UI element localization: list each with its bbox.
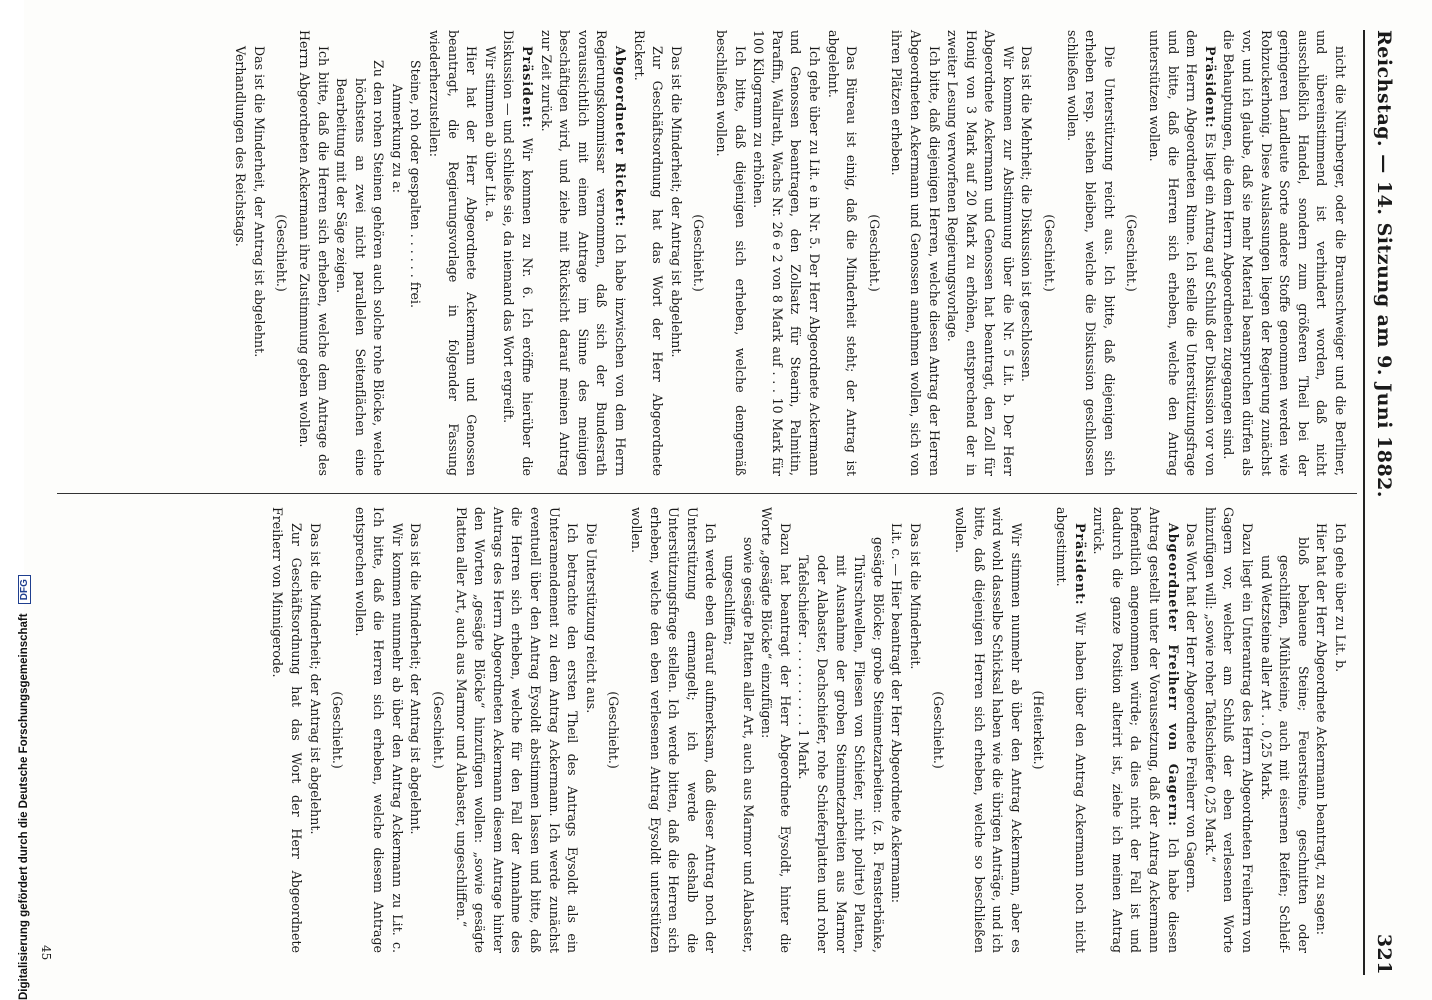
paragraph-text: Dazu hat beantragt der Herr Abgeordnete Eysoldt, hinter die Worte „gesägte Blöcke“ einzufügen: [759,507,793,953]
paragraph-text: (Geschieht.) [866,214,882,292]
paragraph [268,507,305,953]
paragraph-text: Wir haben über den Antrag Ackermann noch nicht abgestimmt. [1054,507,1088,953]
paragraph-text: nicht die Nürnberger, oder die Braunschweiger und die Berliner, und übereinstimmend ist verhindert worden, daß nicht ausschließlich Handel, sondern zum größeren Theil bei der geringeren Landleute Sorte andere Stoffe genommen werden wie Rohzuckerhonig. Diese Auslassungen liegen der Regierung zunächst vor, und ich glaube, daß sie mehr Material beanspruchen dürfen als die Behauptungen, die dem Herrn Abgeordneten zugegangen sind. [1221,30,1348,476]
paragraph [425,30,481,476]
paragraph [749,30,823,476]
speaker-name: Abgeordneter Freiherr von Gagern: [1165,523,1181,827]
speaker-name: Präsident: [1202,46,1218,129]
paragraph-text: Verhandlungen des Reichstags. [233,46,249,247]
paragraph [406,507,425,953]
paragraph [1089,507,1182,953]
paragraph [1052,507,1089,953]
paragraph-text: (Geschieht.) [431,691,447,769]
paragraph-text: (Geschieht.) [330,691,346,769]
tariff-note [387,30,406,476]
stage-direction [928,507,947,953]
paragraph [757,507,794,953]
paragraph [231,30,250,476]
tariff-item [1256,507,1312,953]
paragraph [823,30,860,476]
paragraph [1017,30,1036,476]
paragraph-text: (Heiterkeit.) [1031,690,1047,770]
paragraph-text: Lit. c. — Hier beantragt der Herr Abgeordnete Ackermann: [889,523,905,904]
paragraph-text: Zur Geschäftsordnung hat das Wort der Herr Abgeordnete Freiherr von Minnigerode. [270,507,304,953]
paragraph-text: Es liegt ein Antrag auf Schluß der Diskussion vor von dem Herrn Abgeordneten Rinne. Ich stelle die Unterstützungsfrage und bitte, daß die Herren sich erheben, welche den Antrag unterstützen wollen. [1147,30,1218,476]
paragraph [451,507,581,953]
paragraph-text: Wir kommen zur Abstimmung über die Nr. 5 Lit. b. Der Herr Abgeordnete Ackermann und Genossen hat beantragt, den Zoll für Honig von 3 Mark auf 20 Mark zu erhöhen, entsprechend der in zweiter Lesung verworfenen Regierungsvorlage. [945,30,1016,476]
paragraph [1200,507,1256,953]
paragraph [951,507,1025,953]
paragraph-text: Das ist die Minderheit; der Antrag ist abgelehnt. [307,523,323,835]
paragraph-text: Hier hat der Herr Abgeordnete Ackermann beantragt, zu sagen: [1314,523,1330,935]
paragraph [1312,507,1331,953]
paragraph [536,30,629,476]
paragraph-text: Wir kommen zu Nr. 6. Ich eröffne hierüber die Diskussion — und schließe sie, da niemand das Wort ergreift. [501,30,536,476]
dfg-logo-icon: DFG [18,575,31,604]
paragraph-text: Ich habe diesen Antrag gestellt unter der Voraussetzung, daß der Antrag Ackermann hoffentlich angenommen würde; da dies nicht der Fall ist und dadurch die ganze Position alterirt ist, ziehe ich meinen Antrag zurück. [1091,507,1181,953]
stage-direction [328,507,347,953]
paragraph [294,30,331,476]
stage-direction [272,30,291,476]
speaker-name: Präsident: [1072,523,1088,606]
paragraph-text: Steine, roh oder gespalten . . . . . . frei. [408,60,424,308]
paragraph [666,30,685,476]
tariff-item [406,30,425,476]
paragraph-text: Ich betrachte den ersten Theil des Antrags Eysoldt als ein Unteramendement zu dem Antrag Ackermann. Ich werde zunächst eventuell über den Antrag Eysoldt abstimmen lassen und bitte, daß die Herren sich erheben, welche für den Fall der Annahme des Antrags des Herrn Abgeordneten Ackermann diesem Antrage hinter den Worten „gesägte Blöcke“ hinzufügen wollen: „sowie gesägte Platten aller Art, auch aus Marmor und Alabaster, ungeschliffen.“ [453,507,581,953]
paragraph-text: Die Unterstützung reicht aus. [583,523,599,714]
header-page-number: 321 [1373,933,1395,975]
stage-direction [1029,507,1048,953]
paragraph-text: Hier hat der Herr Abgeordnete Ackermann und Genossen beantragt, die Regierungsvorlage in folgender Fassung wiederherzustellen: [427,30,480,476]
stage-direction [1040,30,1059,476]
paragraph [905,507,924,953]
tariff-item [719,507,756,953]
page-header [1373,30,1395,975]
speaker-name: Abgeordneter Rickert: [613,46,629,228]
paragraph [1219,30,1349,476]
digitization-sidebar [0,0,30,1000]
paragraph-text: (Geschieht.) [1124,214,1140,292]
rotated-document-page [33,0,1405,1000]
header-rule [1363,30,1365,975]
paragraph [350,507,406,953]
paragraph-text: Ich bitte, daß die Herren sich erheben, welche dem Antrage des Herrn Abgeordneten Ackermann ihre Zustimmung geben wollen. [296,30,331,476]
digitization-credit [18,575,31,1000]
paragraph [305,507,324,953]
paragraph-text: bloß behauene Steine; Feuersteine, geschnitten oder geschliffen, Mühlsteine, auch mit eisernen Reifen; Schleif- und Wetzsteine aller Art . . 0,25 Mark. [1258,537,1311,953]
paragraph [480,30,499,476]
left-column [231,30,1349,476]
paragraph-text: Das Büreau ist einig, daß die Minderheit steht; der Antrag ist abgelehnt. [825,30,860,476]
paragraph [626,507,719,953]
paragraph-text: (Geschieht.) [930,691,946,769]
paragraph-text: Ich bitte, daß diejenigen Herren, welche diesen Antrag der Herren Abgeordneten Ackermann und Genossen annehmen wollen, sich von ihren Plätzen erheben. [889,30,942,476]
paragraph-text: Ich bitte, daß diejenigen sich erheben, welche demgemäß beschließen wollen. [714,30,748,476]
paragraph [887,507,906,953]
paragraph [711,30,748,476]
paragraph-text: Das ist die Minderheit, der Antrag ist abgelehnt. [251,46,267,358]
paragraph [581,507,600,953]
paragraph [1182,507,1201,953]
paragraph-text: Das ist die Minderheit. [907,523,923,670]
stage-direction [429,507,448,953]
header-title: Reichstag. — 14. Sitzung am 9. Juni 1882. [1373,30,1395,499]
paragraph-text: Ich gehe über zu Lit. b. [1333,523,1348,673]
paragraph [499,30,536,476]
paragraph [629,30,666,476]
paragraph [249,30,268,476]
paragraph-text: (Geschieht.) [606,691,622,769]
digitization-credit-text: Digitalisierung gefördert durch die Deutsche Forschungsgemeinschaft [18,613,30,1000]
stage-direction [1122,30,1141,476]
paragraph-text: Wir stimmen nunmehr ab über den Antrag Ackermann, aber es wird wohl dasselbe Schicksal haben wie die übrigen Anträge, und ich bitte, daß diejenigen Herren sich erheben, welche so beschließen wollen. [953,507,1024,953]
footer-signature: 45 [39,945,53,961]
paragraph-text: Das ist die Minderheit; der Antrag ist abgelehnt. [408,523,424,835]
paragraph-text: gesägte Blöcke; grobe Steinmetzarbeiten: (z. B. Fensterbänke, Thürschwellen, Fliesen von Schiefer, nicht polirte) Platten, mit Ausnahme der groben Steinmetzarbeiten aus Marmor oder Alabaster, Dachschiefer, rohe Schieferplatten und roher Tafelschiefer . . . . . . . . . . . 1 Mark. [796,537,886,953]
tariff-item [794,507,887,953]
paragraph-text: Das Wort hat der Herr Abgeordnete Freiherr von Gagern. [1184,523,1200,893]
paragraph [1144,30,1218,476]
paragraph [1330,507,1349,953]
paragraph-text: Die Unterstützung reicht aus. Ich bitte, daß diejenigen sich erheben resp. stehen bleiben, welche die Diskussion geschlossen schließen wollen. [1064,30,1117,476]
paragraph-text: (Geschieht.) [691,214,707,292]
column-divider [57,493,1357,494]
stage-direction [689,30,708,476]
paragraph-text: Wir kommen nunmehr ab über den Antrag Ackermann zu Lit. c. Ich bitte, daß die Herren sich erheben, welche diesem Antrage entsprechen wollen. [352,507,405,953]
paragraph-text: sowie gesägte Platten aller Art, auch aus Marmor und Alabaster, ungeschliffen; [722,537,756,953]
paragraph [943,30,1017,476]
paragraph-text: Ich habe inzwischen von dem Herrn Regierungskommissar vernommen, daß sich der Bundesrath voraussichtlich mit einem Antrage im Sinne des meinigen beschäftigen wird, und ziehe mit Rücksicht darauf meinen Antrag zur Zeit zurück. [538,30,629,476]
paragraph-text: Zur Geschäftsordnung hat das Wort der Herr Abgeordnete Rickert. [631,30,666,476]
speaker-name: Präsident: [520,46,536,129]
tariff-item [332,30,388,476]
paragraph [887,30,943,476]
paragraph-text: Wir stimmen ab über Lit. a. [482,46,498,222]
paragraph-text: (Geschieht.) [274,214,290,292]
paragraph-text: Das ist die Mehrheit; die Diskussion ist geschlossen. [1019,46,1035,382]
paragraph [1062,30,1118,476]
paragraph-text: Anmerkung zu a: [389,84,405,194]
paragraph-text: Zu den rohen Steinen gehören auch solche rohe Blöcke, welche höchstens an zwei nicht parallelen Seitenflächen eine Bearbeitung mit der Säge zeigen. [334,60,387,476]
paragraph-text: Dazu liegt ein Unterantrag des Herrn Abgeordneten Freiherrn von Gagern vor, welcher am Schluß der eben verlesenen Worte hinzufügen will: „sowie roher Tafelschiefer 0,25 Mark.“ [1202,507,1256,953]
paragraph-text: Ich werde eben darauf aufmerksam, daß dieser Antrag noch der Unterstützung ermangelt; ich werde deshalb die Unterstützungsfrage stellen. Ich werde bitten, daß die Herren sich erheben, welche den eben verlesenen Antrag Eysoldt unterstützen wollen. [629,507,719,953]
paragraph-text: Das ist die Minderheit; der Antrag ist abgelehnt. [668,46,684,358]
stage-direction [864,30,883,476]
right-column [268,507,1349,953]
stage-direction [604,507,623,953]
paragraph-text: Ich gehe über zu Lit. e in Nr. 5. Der Herr Abgeordnete Ackermann und Genossen beantragen, den Zollsatz für Stearin, Palmitin, Paraffin, Wallrath, Wachs Nr. 26 e 2 von 8 Mark auf . . . 10 Mark für 100 Kilogramm zu erhöhen. [751,30,822,476]
paragraph-text: (Geschieht.) [1042,214,1058,292]
